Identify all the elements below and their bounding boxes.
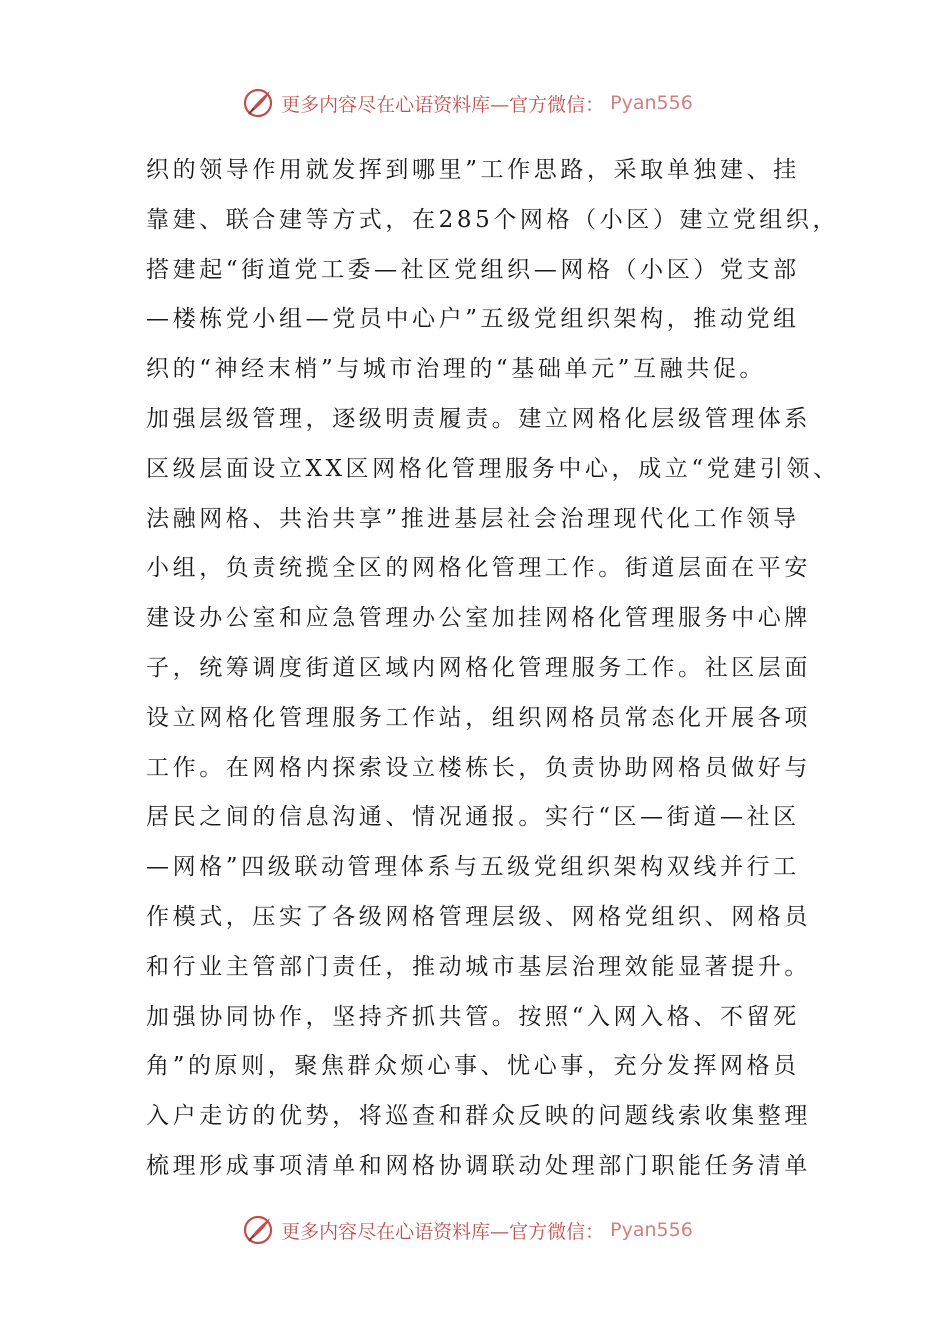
footer-banner-inner — [241, 1213, 693, 1247]
text-line: 靠建、联合建等方式，在285个网格（小区）建立党组织， — [146, 206, 840, 233]
text-line: 居民之间的信息沟通、情况通报。实行“区—街道—社区 — [146, 804, 800, 831]
header-banner-text: 更多内容尽在心语资料库—官方微信： — [281, 93, 605, 116]
text-line: 角”的原则，聚焦群众烦心事、忧心事，充分发挥网格员 — [146, 1053, 800, 1080]
text-line: 法融网格、共治共享”推进基层社会治理现代化工作领导 — [146, 505, 800, 532]
text-line: 搭建起“街道党工委—社区党组织—网格（小区）党支部 — [146, 256, 800, 283]
text-line: 加强协同协作，坚持齐抓共管。按照“入网入格、不留死 — [146, 1003, 800, 1030]
header-banner — [0, 83, 950, 123]
text-line: 建设办公室和应急管理办公室加挂网格化管理服务中心牌 — [146, 605, 811, 632]
text-line: 织的领导作用就发挥到哪里”工作思路，采取单独建、挂 — [146, 157, 800, 183]
text-line: 小组，负责统揽全区的网格化管理工作。街道层面在平安 — [146, 555, 811, 582]
document-body — [146, 146, 840, 1192]
text-line: 加强层级管理，逐级明责履责。建立网格化层级管理体系 — [146, 405, 811, 432]
text-line: 工作。在网格内探索设立楼栋长，负责协助网格员做好与 — [146, 754, 811, 781]
footer-banner-text: 更多内容尽在心语资料库—官方微信： — [281, 1220, 605, 1243]
text-line: —楼栋党小组—党员中心户”五级党组织架构，推动党组 — [146, 306, 800, 333]
text-line: 区级层面设立XX区网格化管理服务中心，成立“党建引领、 — [146, 455, 840, 482]
quill-logo-icon — [241, 86, 275, 120]
text-line: 子，统筹调度街道区域内网格化管理服务工作。社区层面 — [146, 654, 811, 681]
text-line: —网格”四级联动管理体系与五级党组织架构双线并行工 — [146, 854, 800, 881]
footer-banner — [0, 1210, 950, 1250]
text-line: 梳理形成事项清单和网格协调联动处理部门职能任务清单 — [146, 1152, 811, 1179]
text-line: 作模式，压实了各级网格管理层级、网格党组织、网格员 — [146, 903, 811, 930]
quill-logo-icon — [241, 1213, 275, 1247]
text-line: 织的“神经末梢”与城市治理的“基础单元”互融共促。 — [146, 356, 767, 383]
header-banner-inner — [241, 86, 693, 120]
footer-banner-wechat: Pyan556 — [610, 1219, 693, 1241]
text-line: 入户走访的优势，将巡查和群众反映的问题线索收集整理 — [146, 1103, 811, 1130]
text-line: 和行业主管部门责任，推动城市基层治理效能显著提升。 — [146, 953, 811, 980]
header-banner-wechat: Pyan556 — [610, 92, 693, 114]
text-line: 设立网格化管理服务工作站，组织网格员常态化开展各项 — [146, 704, 811, 731]
